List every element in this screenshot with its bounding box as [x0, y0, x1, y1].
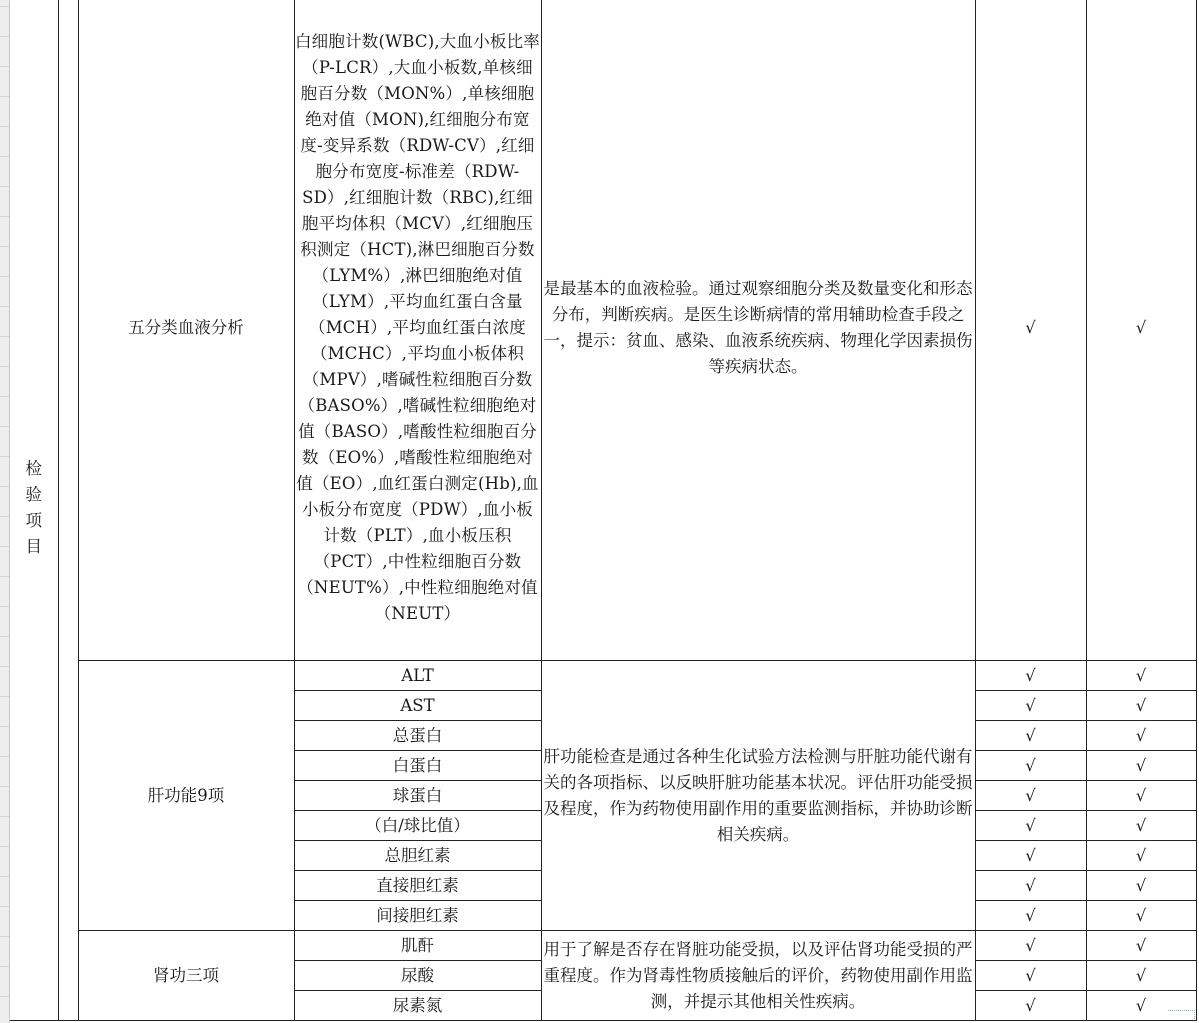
section-label-cell — [10, 0, 58, 1021]
check-kidney-1: √ — [975, 931, 1086, 961]
row-header-tick — [0, 246, 9, 247]
row-header-tick — [0, 726, 9, 727]
row-header-tick — [0, 396, 9, 397]
row-header-tick — [0, 936, 9, 937]
row-header-tick — [0, 816, 9, 817]
check-cbc-1: √ — [975, 0, 1086, 661]
item-liver: 间接胆红素 — [294, 901, 541, 931]
description-cbc: 是最基本的血液检验。通过观察细胞分类及数量变化和形态分布，判断疾病。是医生诊断病情的常用辅助检查手段之一，提示：贫血、感染、血液系统疾病、物理化学因素损伤等疾病状态。 — [541, 0, 975, 661]
row-header-tick — [0, 636, 9, 637]
check-kidney-2: √ — [1086, 991, 1196, 1021]
spacer-column — [58, 0, 78, 1021]
item-kidney: 尿素氮 — [294, 991, 541, 1021]
row-header-strip — [0, 0, 10, 1023]
row-header-tick — [0, 906, 9, 907]
row-header-tick — [0, 846, 9, 847]
check-liver-1: √ — [975, 871, 1086, 901]
row-header-tick — [0, 876, 9, 877]
table-row-cbc — [10, 0, 1196, 661]
row-header-tick — [0, 186, 9, 187]
row-header-tick — [0, 96, 9, 97]
selection-corner-marker — [1168, 1010, 1195, 1019]
check-liver-2: √ — [1086, 751, 1196, 781]
row-header-tick — [0, 366, 9, 367]
item-liver: 直接胆红素 — [294, 871, 541, 901]
row-header-tick — [0, 666, 9, 667]
check-liver-1: √ — [975, 751, 1086, 781]
check-cbc-2: √ — [1086, 0, 1196, 661]
check-liver-1: √ — [975, 721, 1086, 751]
row-header-tick — [0, 546, 9, 547]
row-header-tick — [0, 456, 9, 457]
check-liver-1: √ — [975, 841, 1086, 871]
row-header-tick — [0, 6, 9, 7]
items-cbc: 白细胞计数(WBC),大血小板比率（P-LCR）,大血小板数,单核细胞百分数（MON%）,单核细胞绝对值（MON),红细胞分布宽度-变异系数（RDW-CV）,红细胞分布宽度-标准差（RDW-SD）,红细胞计数（RBC),红细胞平均体积（MCV）,红细胞压积测定（HCT),淋巴细胞百分数（LYM%）,淋巴细胞绝对值（LYM）,平均血红蛋白含量（MCH）,平均血红蛋白浓度（MCHC）,平均血小板体积（MPV）,嗜碱性粒细胞百分数（BASO%）,嗜碱性粒细胞绝对值（BASO）,嗜酸性粒细胞百分数（EO%）,嗜酸性粒细胞绝对值（EO）,血红蛋白测定(Hb),血小板分布宽度（PDW）,血小板计数（PLT）,血小板压积（PCT）,中性粒细胞百分数（NEUT%）,中性粒细胞绝对值（NEUT） — [294, 0, 541, 661]
row-header-tick — [0, 66, 9, 67]
check-liver-1: √ — [975, 811, 1086, 841]
row-header-tick — [0, 606, 9, 607]
item-liver: 白蛋白 — [294, 751, 541, 781]
table-row-kidney-0 — [10, 931, 1196, 961]
category-kidney: 肾功三项 — [78, 931, 294, 1021]
row-header-tick — [0, 336, 9, 337]
check-liver-2: √ — [1086, 781, 1196, 811]
category-liver: 肝功能9项 — [78, 661, 294, 931]
description-kidney: 用于了解是否存在肾脏功能受损，以及评估肾功能受损的严重程度。作为肾毒性物质接触后的评价，药物使用副作用监测，并提示其他相关性疾病。 — [541, 931, 975, 1021]
check-kidney-1: √ — [975, 961, 1086, 991]
row-header-tick — [0, 966, 9, 967]
row-header-tick — [0, 276, 9, 277]
row-header-tick — [0, 126, 9, 127]
row-header-tick — [0, 306, 9, 307]
check-liver-1: √ — [975, 661, 1086, 691]
row-header-tick — [0, 696, 9, 697]
check-kidney-2: √ — [1086, 961, 1196, 991]
check-liver-2: √ — [1086, 721, 1196, 751]
check-liver-2: √ — [1086, 661, 1196, 691]
row-header-tick — [0, 486, 9, 487]
row-header-tick — [0, 36, 9, 37]
section-label: 检验项目 — [25, 459, 42, 556]
row-header-tick — [0, 156, 9, 157]
check-liver-2: √ — [1086, 811, 1196, 841]
item-liver: （白/球比值） — [294, 811, 541, 841]
check-liver-1: √ — [975, 901, 1086, 931]
check-kidney-2: √ — [1086, 931, 1196, 961]
item-liver: 总蛋白 — [294, 721, 541, 751]
check-kidney-1: √ — [975, 991, 1086, 1021]
check-liver-2: √ — [1086, 691, 1196, 721]
item-liver: ALT — [294, 661, 541, 691]
row-header-tick — [0, 516, 9, 517]
row-header-tick — [0, 426, 9, 427]
row-header-tick — [0, 756, 9, 757]
item-liver: 总胆红素 — [294, 841, 541, 871]
item-kidney: 尿酸 — [294, 961, 541, 991]
check-liver-2: √ — [1086, 901, 1196, 931]
check-liver-1: √ — [975, 691, 1086, 721]
description-liver: 肝功能检查是通过各种生化试验方法检测与肝脏功能代谢有关的各项指标、以反映肝脏功能基本状况。评估肝功能受损及程度，作为药物使用副作用的重要监测指标，并协助诊断相关疾病。 — [541, 661, 975, 931]
item-liver: AST — [294, 691, 541, 721]
row-header-tick — [0, 576, 9, 577]
check-liver-2: √ — [1086, 871, 1196, 901]
row-header-tick — [0, 996, 9, 997]
item-kidney: 肌酐 — [294, 931, 541, 961]
exam-items-table — [10, 0, 1197, 1021]
table-row-liver-0 — [10, 661, 1196, 691]
row-header-tick — [0, 216, 9, 217]
row-header-tick — [0, 786, 9, 787]
check-liver-1: √ — [975, 781, 1086, 811]
category-cbc: 五分类血液分析 — [78, 0, 294, 661]
item-liver: 球蛋白 — [294, 781, 541, 811]
check-liver-2: √ — [1086, 841, 1196, 871]
